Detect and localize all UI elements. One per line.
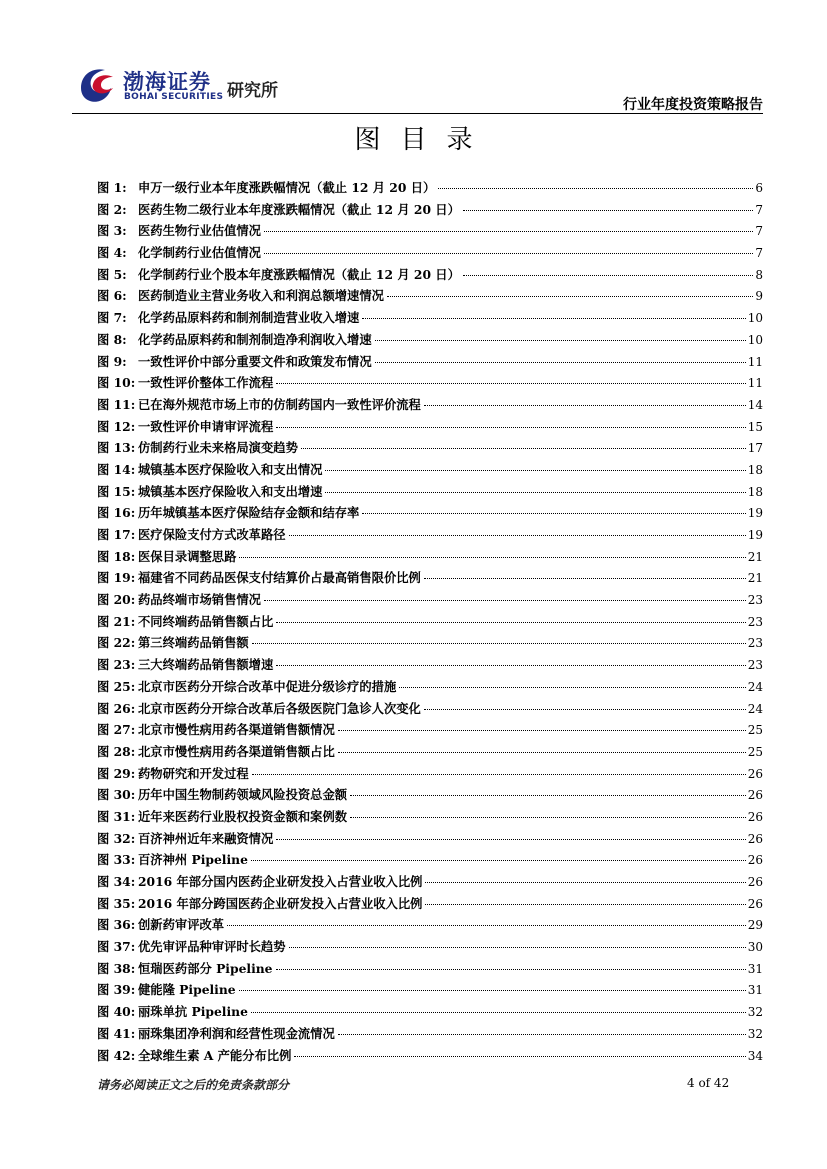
toc-dot-leader: [252, 643, 746, 644]
toc-entry-title: 百济神州近年来融资情况: [138, 830, 274, 846]
toc-entry[interactable]: [97, 460, 763, 482]
toc-dot-leader: [264, 600, 746, 601]
toc-entry-title: 健能隆 Pipeline: [138, 982, 236, 998]
toc-entry-page: 26: [747, 788, 763, 803]
toc-entry-number: 图 31:: [97, 808, 136, 824]
toc-entry-number: 图 36:: [97, 917, 136, 933]
toc-entry-page: 7: [755, 246, 763, 261]
toc-entry[interactable]: [97, 200, 763, 222]
toc-dot-leader: [463, 210, 753, 211]
toc-entry-page: 18: [747, 484, 763, 499]
toc-entry-number: 图 21:: [97, 613, 136, 629]
toc-entry[interactable]: [97, 525, 763, 547]
toc-dot-leader: [424, 578, 746, 579]
toc-dot-leader: [325, 492, 745, 493]
toc-entry[interactable]: [97, 807, 763, 829]
toc-dot-leader: [463, 275, 753, 276]
toc-entry[interactable]: [97, 915, 763, 937]
toc-entry[interactable]: [97, 438, 763, 460]
toc-dot-leader: [375, 362, 746, 363]
toc-entry-number: 图 29:: [97, 765, 136, 781]
toc-entry-title: 北京市慢性病用药各渠道销售额情况: [138, 722, 335, 738]
toc-entry[interactable]: [97, 612, 763, 634]
toc-entry-page: 11: [747, 376, 763, 391]
toc-entry-number: 图 32:: [97, 830, 136, 846]
toc-dot-leader: [289, 535, 746, 536]
toc-entry[interactable]: [97, 568, 763, 590]
toc-entry[interactable]: [97, 417, 763, 439]
toc-entry[interactable]: [97, 894, 763, 916]
toc-entry-page: 25: [747, 744, 763, 759]
toc-dot-leader: [325, 470, 745, 471]
toc-dot-leader: [362, 318, 745, 319]
brand-name-cn: 渤海证券: [123, 70, 211, 94]
toc-entry-number: 图 34:: [97, 874, 136, 889]
toc-entry-title: 仿制药行业未来格局演变趋势: [138, 440, 298, 456]
toc-entry[interactable]: [97, 829, 763, 851]
toc-entry-title: 一致性评价申请审评流程: [138, 418, 274, 434]
toc-entry-title: 2016 年部分国内医药企业研发投入占营业收入比例: [138, 874, 423, 889]
toc-entry-number: 图 4:: [97, 245, 127, 261]
toc-entry[interactable]: [97, 265, 763, 287]
toc-entry-page: 19: [747, 528, 763, 542]
toc-entry-page: 18: [747, 462, 763, 477]
toc-entry-title: 城镇基本医疗保险收入和支出情况: [138, 461, 323, 477]
toc-entry-number: 图 27:: [97, 722, 136, 738]
figure-index-list: [97, 178, 763, 1067]
toc-entry-number: 图 39:: [97, 982, 136, 998]
toc-entry-number: 图 42:: [97, 1047, 136, 1063]
toc-entry-page: 23: [747, 593, 763, 608]
toc-entry-page: 30: [747, 940, 763, 955]
toc-entry[interactable]: [97, 1046, 763, 1068]
toc-entry-number: 图 17:: [97, 527, 136, 542]
toc-entry-title: 北京市医药分开综合改革中促进分级诊疗的措施: [138, 678, 397, 694]
toc-entry-page: 11: [747, 354, 763, 369]
toc-entry-number: 图 10:: [97, 375, 136, 391]
toc-dot-leader: [338, 730, 746, 731]
toc-dot-leader: [276, 383, 745, 384]
institute-label: 研究所: [227, 81, 278, 101]
toc-entry-page: 24: [747, 701, 763, 716]
toc-entry-title: 药品终端市场销售情况: [138, 592, 261, 608]
page-header: [77, 58, 763, 116]
toc-entry-number: 图 19:: [97, 570, 136, 586]
toc-entry[interactable]: [97, 373, 763, 395]
toc-dot-leader: [294, 1056, 745, 1057]
toc-dot-leader: [251, 860, 746, 861]
toc-entry-page: 25: [747, 723, 763, 738]
toc-entry[interactable]: [97, 764, 763, 786]
toc-entry-number: 图 6:: [97, 288, 127, 304]
toc-entry-title: 百济神州 Pipeline: [138, 852, 248, 868]
toc-entry[interactable]: [97, 395, 763, 417]
toc-dot-leader: [424, 709, 746, 710]
toc-entry-number: 图 26:: [97, 700, 136, 716]
toc-entry-number: 图 1:: [97, 180, 127, 195]
toc-entry-page: 26: [747, 809, 763, 824]
toc-entry-number: 图 30:: [97, 787, 136, 803]
toc-entry-page: 34: [747, 1048, 763, 1063]
toc-entry[interactable]: [97, 872, 763, 894]
toc-entry-title: 恒瑞医药部分 Pipeline: [138, 960, 273, 976]
toc-entry-page: 23: [747, 658, 763, 673]
toc-entry-number: 图 14:: [97, 461, 136, 477]
toc-dot-leader: [438, 188, 753, 189]
toc-entry-number: 图 23:: [97, 657, 136, 673]
toc-dot-leader: [227, 925, 746, 926]
toc-entry-number: 图 9:: [97, 353, 127, 369]
toc-entry-number: 图 15:: [97, 483, 136, 499]
toc-entry-title: 近年来医药行业股权投资金额和案例数: [138, 808, 348, 824]
toc-dot-leader: [362, 513, 745, 514]
toc-entry-title: 医药制造业主营业务收入和利润总额增速情况: [138, 288, 384, 304]
toc-entry-number: 图 13:: [97, 440, 136, 456]
toc-entry-page: 23: [747, 636, 763, 651]
toc-entry-page: 6: [755, 181, 763, 195]
toc-dot-leader: [289, 947, 746, 948]
toc-entry-title: 丽珠集团净利润和经营性现金流情况: [138, 1025, 335, 1041]
toc-entry-title: 不同终端药品销售额占比: [138, 613, 274, 629]
toc-dot-leader: [264, 231, 753, 232]
toc-entry[interactable]: [97, 699, 763, 721]
toc-entry-title: 化学药品原料药和制剂制造营业收入增速: [138, 310, 360, 326]
toc-dot-leader: [276, 969, 746, 970]
toc-entry[interactable]: [97, 590, 763, 612]
toc-entry-number: 图 33:: [97, 852, 136, 868]
toc-entry-title: 一致性评价中部分重要文件和政策发布情况: [138, 353, 372, 369]
toc-entry-page: 26: [747, 896, 763, 911]
toc-dot-leader: [276, 427, 745, 428]
toc-entry-title: 福建省不同药品医保支付结算价占最高销售限价比例: [138, 570, 421, 586]
toc-dot-leader: [301, 448, 746, 449]
toc-entry[interactable]: [97, 655, 763, 677]
toc-entry-page: 10: [747, 332, 763, 347]
toc-entry-title: 优先审评品种审评时长趋势: [138, 939, 286, 955]
toc-entry-page: 32: [747, 1005, 763, 1020]
toc-entry-page: 21: [747, 549, 763, 564]
toc-entry-title: 全球维生素 A 产能分布比例: [138, 1047, 292, 1063]
toc-dot-leader: [425, 904, 745, 905]
toc-entry[interactable]: [97, 785, 763, 807]
toc-entry-title: 化学制药行业估值情况: [138, 245, 261, 261]
toc-entry[interactable]: [97, 221, 763, 243]
toc-entry-page: 31: [747, 961, 763, 976]
toc-entry-title: 历年城镇基本医疗保险结存金额和结存率: [138, 505, 360, 521]
toc-entry-title: 第三终端药品销售额: [138, 635, 249, 651]
toc-dot-leader: [399, 687, 745, 688]
toc-entry-title: 丽珠单抗 Pipeline: [138, 1004, 248, 1020]
toc-entry[interactable]: [97, 286, 763, 308]
toc-entry-number: 图 18:: [97, 548, 136, 564]
toc-entry-title: 化学制药行业个股本年度涨跌幅情况（截止 12 月 20 日）: [138, 266, 460, 282]
toc-dot-leader: [239, 990, 746, 991]
toc-entry-title: 三大终端药品销售额增速: [138, 657, 274, 673]
toc-entry-number: 图 22:: [97, 635, 136, 651]
toc-entry-page: 17: [747, 441, 763, 456]
toc-entry[interactable]: [97, 308, 763, 330]
toc-entry-number: 图 25:: [97, 678, 136, 694]
toc-entry-page: 24: [747, 679, 763, 694]
toc-entry-page: 32: [747, 1026, 763, 1041]
toc-entry-title: 化学药品原料药和制剂制造净利润收入增速: [138, 331, 372, 347]
toc-entry-title: 创新药审评改革: [138, 917, 225, 933]
bohai-logo-icon: [77, 64, 119, 106]
toc-entry[interactable]: [97, 742, 763, 764]
toc-entry-title: 申万一级行业本年度涨跌幅情况（截止 12 月 20 日）: [138, 180, 436, 195]
toc-entry-title: 医药生物行业估值情况: [138, 223, 261, 239]
toc-entry[interactable]: [97, 720, 763, 742]
toc-entry-title: 北京市医药分开综合改革后各级医院门急诊人次变化: [138, 700, 421, 716]
toc-entry[interactable]: [97, 1024, 763, 1046]
toc-entry[interactable]: [97, 482, 763, 504]
toc-entry-title: 2016 年部分跨国医药企业研发投入占营业收入比例: [138, 895, 423, 911]
toc-entry-number: 图 2:: [97, 201, 127, 217]
toc-entry-title: 一致性评价整体工作流程: [138, 375, 274, 391]
toc-dot-leader: [425, 882, 745, 883]
toc-entry[interactable]: [97, 1002, 763, 1024]
toc-entry[interactable]: [97, 243, 763, 265]
toc-entry-title: 药物研究和开发过程: [138, 765, 249, 781]
toc-entry-number: 图 12:: [97, 418, 136, 434]
toc-entry-page: 15: [747, 419, 763, 434]
toc-entry-page: 8: [755, 267, 763, 282]
toc-entry-number: 图 11:: [97, 396, 136, 412]
toc-entry-number: 图 20:: [97, 592, 136, 608]
toc-dot-leader: [338, 752, 746, 753]
toc-entry[interactable]: [97, 677, 763, 699]
toc-dot-leader: [350, 795, 746, 796]
toc-entry-page: 26: [747, 853, 763, 868]
toc-dot-leader: [276, 839, 745, 840]
toc-dot-leader: [350, 817, 746, 818]
toc-entry-number: 图 41:: [97, 1025, 136, 1041]
toc-entry-title: 医疗保险支付方式改革路径: [138, 527, 286, 542]
toc-dot-leader: [252, 774, 746, 775]
toc-entry[interactable]: [97, 980, 763, 1002]
toc-entry[interactable]: [97, 633, 763, 655]
toc-entry[interactable]: [97, 178, 763, 200]
toc-entry[interactable]: [97, 850, 763, 872]
toc-dot-leader: [239, 557, 745, 558]
toc-entry-number: 图 38:: [97, 960, 136, 976]
toc-entry-page: 26: [747, 831, 763, 846]
toc-entry[interactable]: [97, 959, 763, 981]
toc-entry-number: 图 16:: [97, 505, 136, 521]
toc-entry-number: 图 28:: [97, 743, 136, 759]
toc-entry-title: 历年中国生物制药领域风险投资总金额: [138, 787, 348, 803]
toc-entry-page: 19: [747, 506, 763, 521]
toc-entry-page: 31: [747, 983, 763, 998]
toc-entry-number: 图 3:: [97, 223, 127, 239]
toc-dot-leader: [387, 296, 753, 297]
toc-entry-number: 图 7:: [97, 310, 127, 326]
toc-entry-number: 图 37:: [97, 939, 136, 955]
toc-entry-number: 图 35:: [97, 895, 136, 911]
toc-entry-page: 29: [747, 918, 763, 933]
disclaimer-note: 请务必阅读正文之后的免责条款部分: [97, 1078, 290, 1092]
toc-dot-leader: [338, 1034, 746, 1035]
brand-name-en: BOHAI SECURITIES: [124, 92, 224, 102]
toc-entry[interactable]: [97, 937, 763, 959]
page-title: 图目录: [354, 125, 493, 155]
toc-entry-title: 医药生物二级行业本年度涨跌幅情况（截止 12 月 20 日）: [138, 201, 460, 217]
toc-entry-page: 7: [755, 202, 763, 217]
toc-entry-number: 图 8:: [97, 331, 127, 347]
toc-entry[interactable]: [97, 547, 763, 569]
toc-entry-page: 21: [747, 571, 763, 586]
toc-dot-leader: [251, 1012, 746, 1013]
toc-entry-page: 23: [747, 614, 763, 629]
toc-entry-number: 图 40:: [97, 1004, 136, 1020]
toc-entry-number: 图 5:: [97, 266, 127, 282]
toc-entry-title: 医保目录调整思路: [138, 548, 237, 564]
toc-entry[interactable]: [97, 503, 763, 525]
toc-entry-page: 10: [747, 311, 763, 326]
toc-entry-page: 14: [747, 397, 763, 412]
page-number: 4 of 42: [687, 1076, 730, 1090]
toc-dot-leader: [276, 665, 745, 666]
toc-entry-title: 北京市慢性病用药各渠道销售额占比: [138, 743, 335, 759]
toc-dot-leader: [375, 340, 746, 341]
toc-entry-page: 26: [747, 766, 763, 781]
toc-entry-page: 26: [747, 875, 763, 889]
toc-entry-page: 7: [755, 224, 763, 239]
toc-entry-title: 城镇基本医疗保险收入和支出增速: [138, 483, 323, 499]
toc-entry[interactable]: [97, 330, 763, 352]
header-divider: [72, 113, 763, 114]
toc-dot-leader: [424, 405, 746, 406]
toc-entry-page: 9: [755, 289, 763, 304]
toc-dot-leader: [276, 622, 745, 623]
page-footer: [97, 1076, 763, 1096]
toc-dot-leader: [264, 253, 753, 254]
toc-entry-title: 已在海外规范市场上市的仿制药国内一致性评价流程: [138, 396, 421, 412]
report-type: 行业年度投资策略报告: [623, 97, 763, 113]
toc-entry[interactable]: [97, 352, 763, 374]
